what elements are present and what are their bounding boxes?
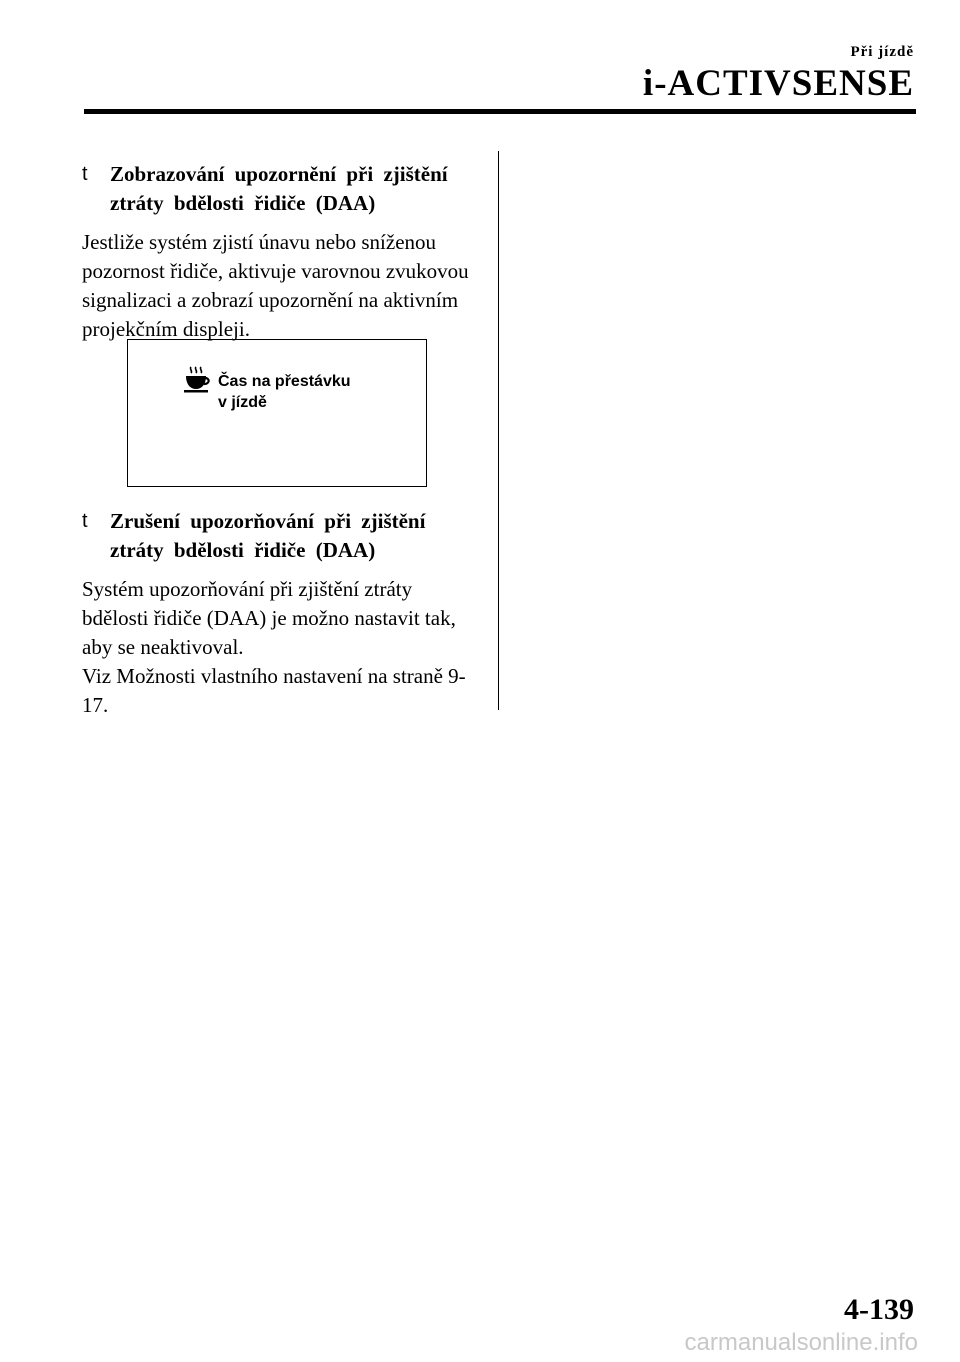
- figure-label-line2: v jízdě: [218, 394, 267, 411]
- heading-text: Zobrazování upozornění při zjištění ztráty bdělosti řidiče (DAA): [110, 162, 448, 215]
- heading-bullet: t: [82, 510, 88, 532]
- figure-label: [218, 371, 351, 413]
- figure-label-line1: Čas na přestávku: [218, 373, 351, 390]
- column-divider: [498, 151, 499, 710]
- figure-box: [127, 339, 427, 487]
- section-body-daa-cancel: [82, 575, 482, 720]
- coffee-cup-icon: [183, 365, 211, 395]
- header-chapter-title: i-ACTIVSENSE: [642, 63, 914, 104]
- section-heading-daa-cancel: [82, 507, 482, 565]
- body-paragraph: Jestliže systém zjistí únavu nebo sníženou pozornost řidiče, aktivuje varovnou zvukovou signalizaci a zobrazí upozornění na aktivním projekčním displeji.: [82, 230, 469, 341]
- header-rule: [84, 109, 916, 114]
- body-paragraph: Systém upozorňování při zjištění ztráty bdělosti řidiče (DAA) je možno nastavit tak, aby se neaktivoval.: [82, 577, 456, 659]
- body-paragraph-cross-reference: Viz Možnosti vlastního nastavení na straně 9-17.: [82, 664, 466, 717]
- section-heading-daa-display: [82, 160, 482, 218]
- page-number: 4-139: [844, 1293, 914, 1326]
- heading-text: Zrušení upozorňování při zjištění ztráty bdělosti řidiče (DAA): [110, 509, 426, 562]
- watermark: carmanualsonline.info: [684, 1329, 918, 1356]
- heading-bullet: t: [82, 163, 88, 185]
- header-section-title: Při jízdě: [850, 44, 914, 60]
- section-body-daa-display: [82, 228, 482, 344]
